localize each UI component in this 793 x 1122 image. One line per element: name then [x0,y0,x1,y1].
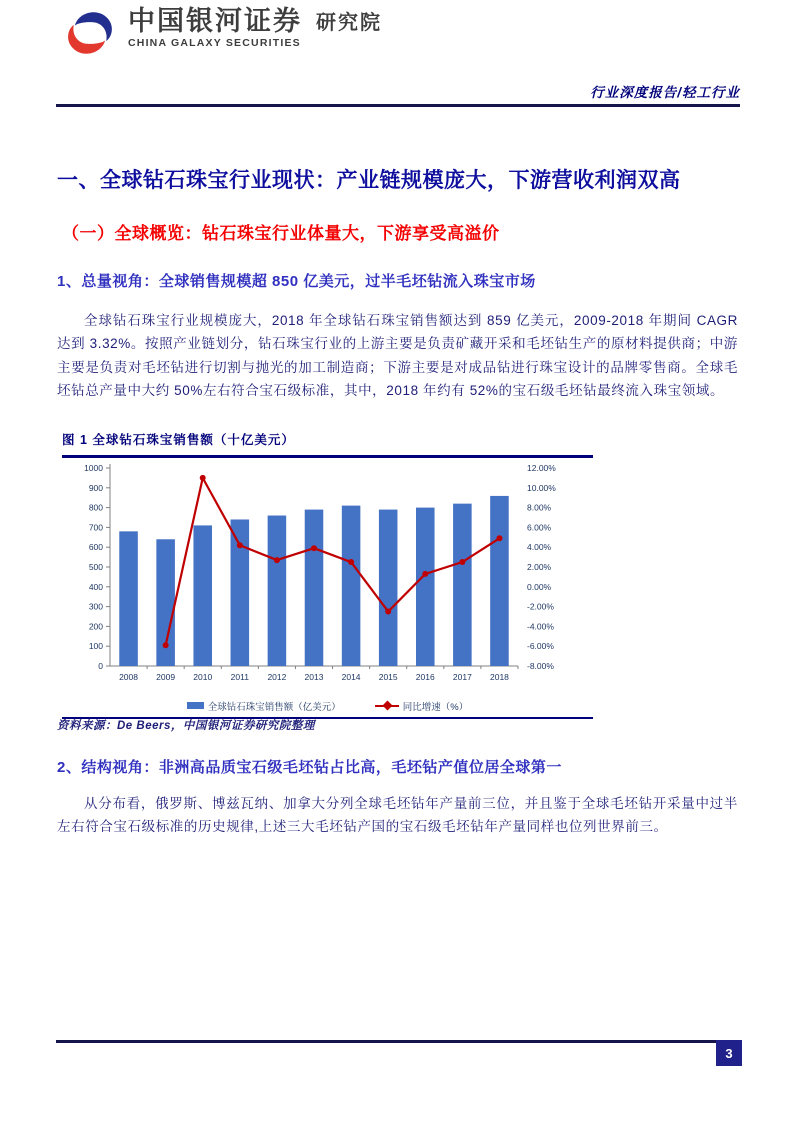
figure-top-border [62,455,593,458]
svg-text:-8.00%: -8.00% [527,660,554,671]
svg-text:2013: 2013 [304,671,324,682]
logo-text-cn: 中国银河证券 [128,6,302,36]
subsection-1-title: 1、总量视角：全球销售规模超 850 亿美元，过半毛坯钻流入珠宝市场 [57,273,536,290]
svg-text:1000: 1000 [84,462,103,473]
svg-text:600: 600 [88,541,103,552]
paragraph-2: 从分布看，俄罗斯、博兹瓦纳、加拿大分列全球毛坯钻年产量前三位，并且鉴于全球毛坯钻开采量中过半左右符合宝石级标准的历史规律,上述三大毛坯钻产国的宝石级毛坯钻年产量同样也位列世界前三。 [57,796,738,835]
line-series-label: 同比增速（%） [402,701,469,713]
footer-divider [56,1040,716,1043]
svg-text:12.00%: 12.00% [527,462,556,473]
header-divider [56,104,740,107]
page-number-badge: 3 [716,1040,742,1066]
svg-text:2017: 2017 [452,671,472,682]
logo-text-en: CHINA GALAXY SECURITIES [128,37,301,49]
svg-text:200: 200 [88,620,103,631]
svg-text:-4.00%: -4.00% [527,620,554,631]
svg-text:2018: 2018 [489,671,509,682]
legend-item-sales [187,699,341,713]
svg-text:8.00%: 8.00% [527,502,552,513]
figure1-legend [62,698,593,714]
figure-1-title: 图 1 全球钻石珠宝销售额（十亿美元） [62,433,295,447]
figure1-chart-svg [62,460,593,698]
bar-series-label: 全球钻石珠宝销售额（亿美元） [207,701,341,713]
svg-text:100: 100 [88,640,103,651]
svg-text:400: 400 [88,581,103,592]
svg-text:0: 0 [98,660,103,671]
svg-text:2011: 2011 [230,671,249,682]
subsection-2-title: 2、结构视角：非洲高品质宝石级毛坯钻占比高，毛坯钻产值位居全球第一 [57,759,562,776]
svg-text:2016: 2016 [415,671,435,682]
svg-text:2.00%: 2.00% [527,561,552,572]
line-series-swatch [375,702,399,709]
figure-1-source: 资料来源：De Beers，中国银河证券研究院整理 [57,720,315,732]
svg-text:700: 700 [88,521,103,532]
svg-text:2010: 2010 [193,671,213,682]
svg-text:4.00%: 4.00% [527,541,552,552]
svg-text:0.00%: 0.00% [527,581,552,592]
legend-item-growth [375,699,468,713]
logo-text-suffix: 研究院 [316,12,382,34]
company-logo [60,6,382,60]
svg-text:900: 900 [88,482,103,493]
chapter-title: 一、全球钻石珠宝行业现状：产业链规模庞大，下游营收利润双高 [57,169,681,192]
svg-text:2009: 2009 [156,671,176,682]
svg-text:800: 800 [88,502,103,513]
svg-text:-6.00%: -6.00% [527,640,554,651]
galaxy-swirl-icon [60,6,120,60]
paragraph-1: 全球钻石珠宝行业规模庞大，2018 年全球钻石珠宝销售额达到 859 亿美元，2009-2018 年期间 CAGR 达到 3.32%。按照产业链划分，钻石珠宝行业的上游主要是负责矿藏开采和毛坯钻生产的原材料提供商；中游主要是负责对毛坯钻进行切割与抛光的加工制造商；下游主要是对成品钻进行珠宝设计的品牌零售商。全球毛坯钻总产量中大约 50%左右符合宝石级标准，其中，2018 年约有 52%的宝石级毛坯钻最终流入珠宝领域。 [57,313,738,399]
svg-text:6.00%: 6.00% [527,521,552,532]
svg-text:-2.00%: -2.00% [527,601,554,612]
svg-text:2014: 2014 [341,671,361,682]
svg-text:300: 300 [88,601,103,612]
section-subtitle: （一）全球概览：钻石珠宝行业体量大，下游享受高溢价 [62,224,500,243]
svg-text:10.00%: 10.00% [527,482,556,493]
bar-series-swatch [187,702,204,709]
svg-text:2015: 2015 [378,671,398,682]
svg-text:2008: 2008 [119,671,139,682]
report-category-tag: 行业深度报告/轻工行业 [590,85,740,100]
svg-text:2012: 2012 [267,671,287,682]
figure-1 [62,430,593,719]
svg-text:500: 500 [88,561,103,572]
